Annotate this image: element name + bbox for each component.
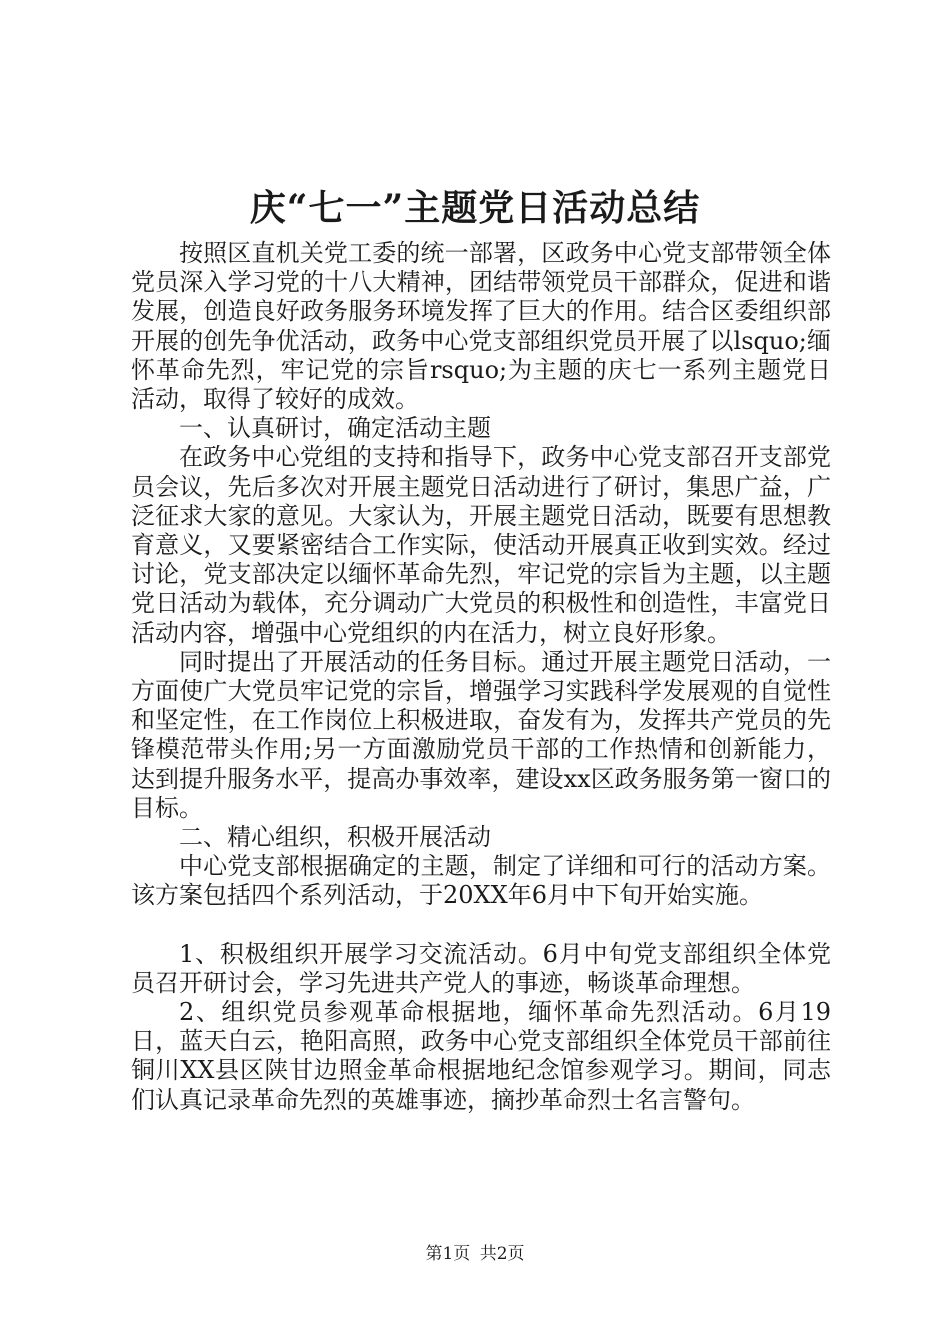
list-item-1: 1、积极组织开展学习交流活动。6月中旬党支部组织全体党员召开研讨会，学习先进共产党人的事迹，畅谈革命理想。 <box>131 939 831 997</box>
list-item-2: 2、组织党员参观革命根据地，缅怀革命先烈活动。6月19日，蓝天白云，艳阳高照，政务中心党支部组织全体党员干部前往铜川XX县区陕甘边照金革命根据地纪念馆参观学习。期间，同志们认真记录革命先烈的英雄事迹，摘抄革命烈士名言警句。 <box>131 998 831 1114</box>
page-number: 第1页 <box>425 1244 471 1264</box>
paragraph-plan: 中心党支部根据确定的主题，制定了详细和可行的活动方案。该方案包括四个系列活动，于20XX年6月中下旬开始实施。 <box>131 852 831 910</box>
document-title: 庆“七一”主题党日活动总结 <box>249 187 701 229</box>
page-footer <box>0 1243 950 1265</box>
paragraph-intro: 按照区直机关党工委的统一部署，区政务中心党支部带领全体党员深入学习党的十八大精神，团结带领党员干部群众，促进和谐发展，创造良好政务服务环境发挥了巨大的作用。结合区委组织部开展的创先争优活动，政务中心党支部组织党员开展了以lsquo;缅怀革命先烈，牢记党的宗旨rsquo;为主题的庆七一系列主题党日活动，取得了较好的成效。 <box>131 239 831 414</box>
page-total: 共2页 <box>479 1244 525 1264</box>
paragraph-research: 在政务中心党组的支持和指导下，政务中心党支部召开支部党员会议，先后多次对开展主题党日活动进行了研讨，集思广益，广泛征求大家的意见。大家认为，开展主题党日活动，既要有思想教育意义，又要紧密结合工作实际，使活动开展真正收到实效。经过讨论，党支部决定以缅怀革命先烈，牢记党的宗旨为主题，以主题党日活动为载体，充分调动广大党员的积极性和创造性，丰富党日活动内容，增强中心党组织的内在活力，树立良好形象。 <box>131 443 831 647</box>
document-body <box>131 239 831 1115</box>
section-heading-1: 一、认真研讨，确定活动主题 <box>179 414 491 443</box>
section-heading-2: 二、精心组织，积极开展活动 <box>179 823 491 852</box>
paragraph-goals: 同时提出了开展活动的任务目标。通过开展主题党日活动，一方面使广大党员牢记党的宗旨，增强学习实践科学发展观的自觉性和坚定性，在工作岗位上积极进取，奋发有为，发挥共产党员的先锋模范带头作用;另一方面激励党员干部的工作热情和创新能力，达到提升服务水平，提高办事效率，建设xx区政务服务第一窗口的目标。 <box>131 647 831 822</box>
